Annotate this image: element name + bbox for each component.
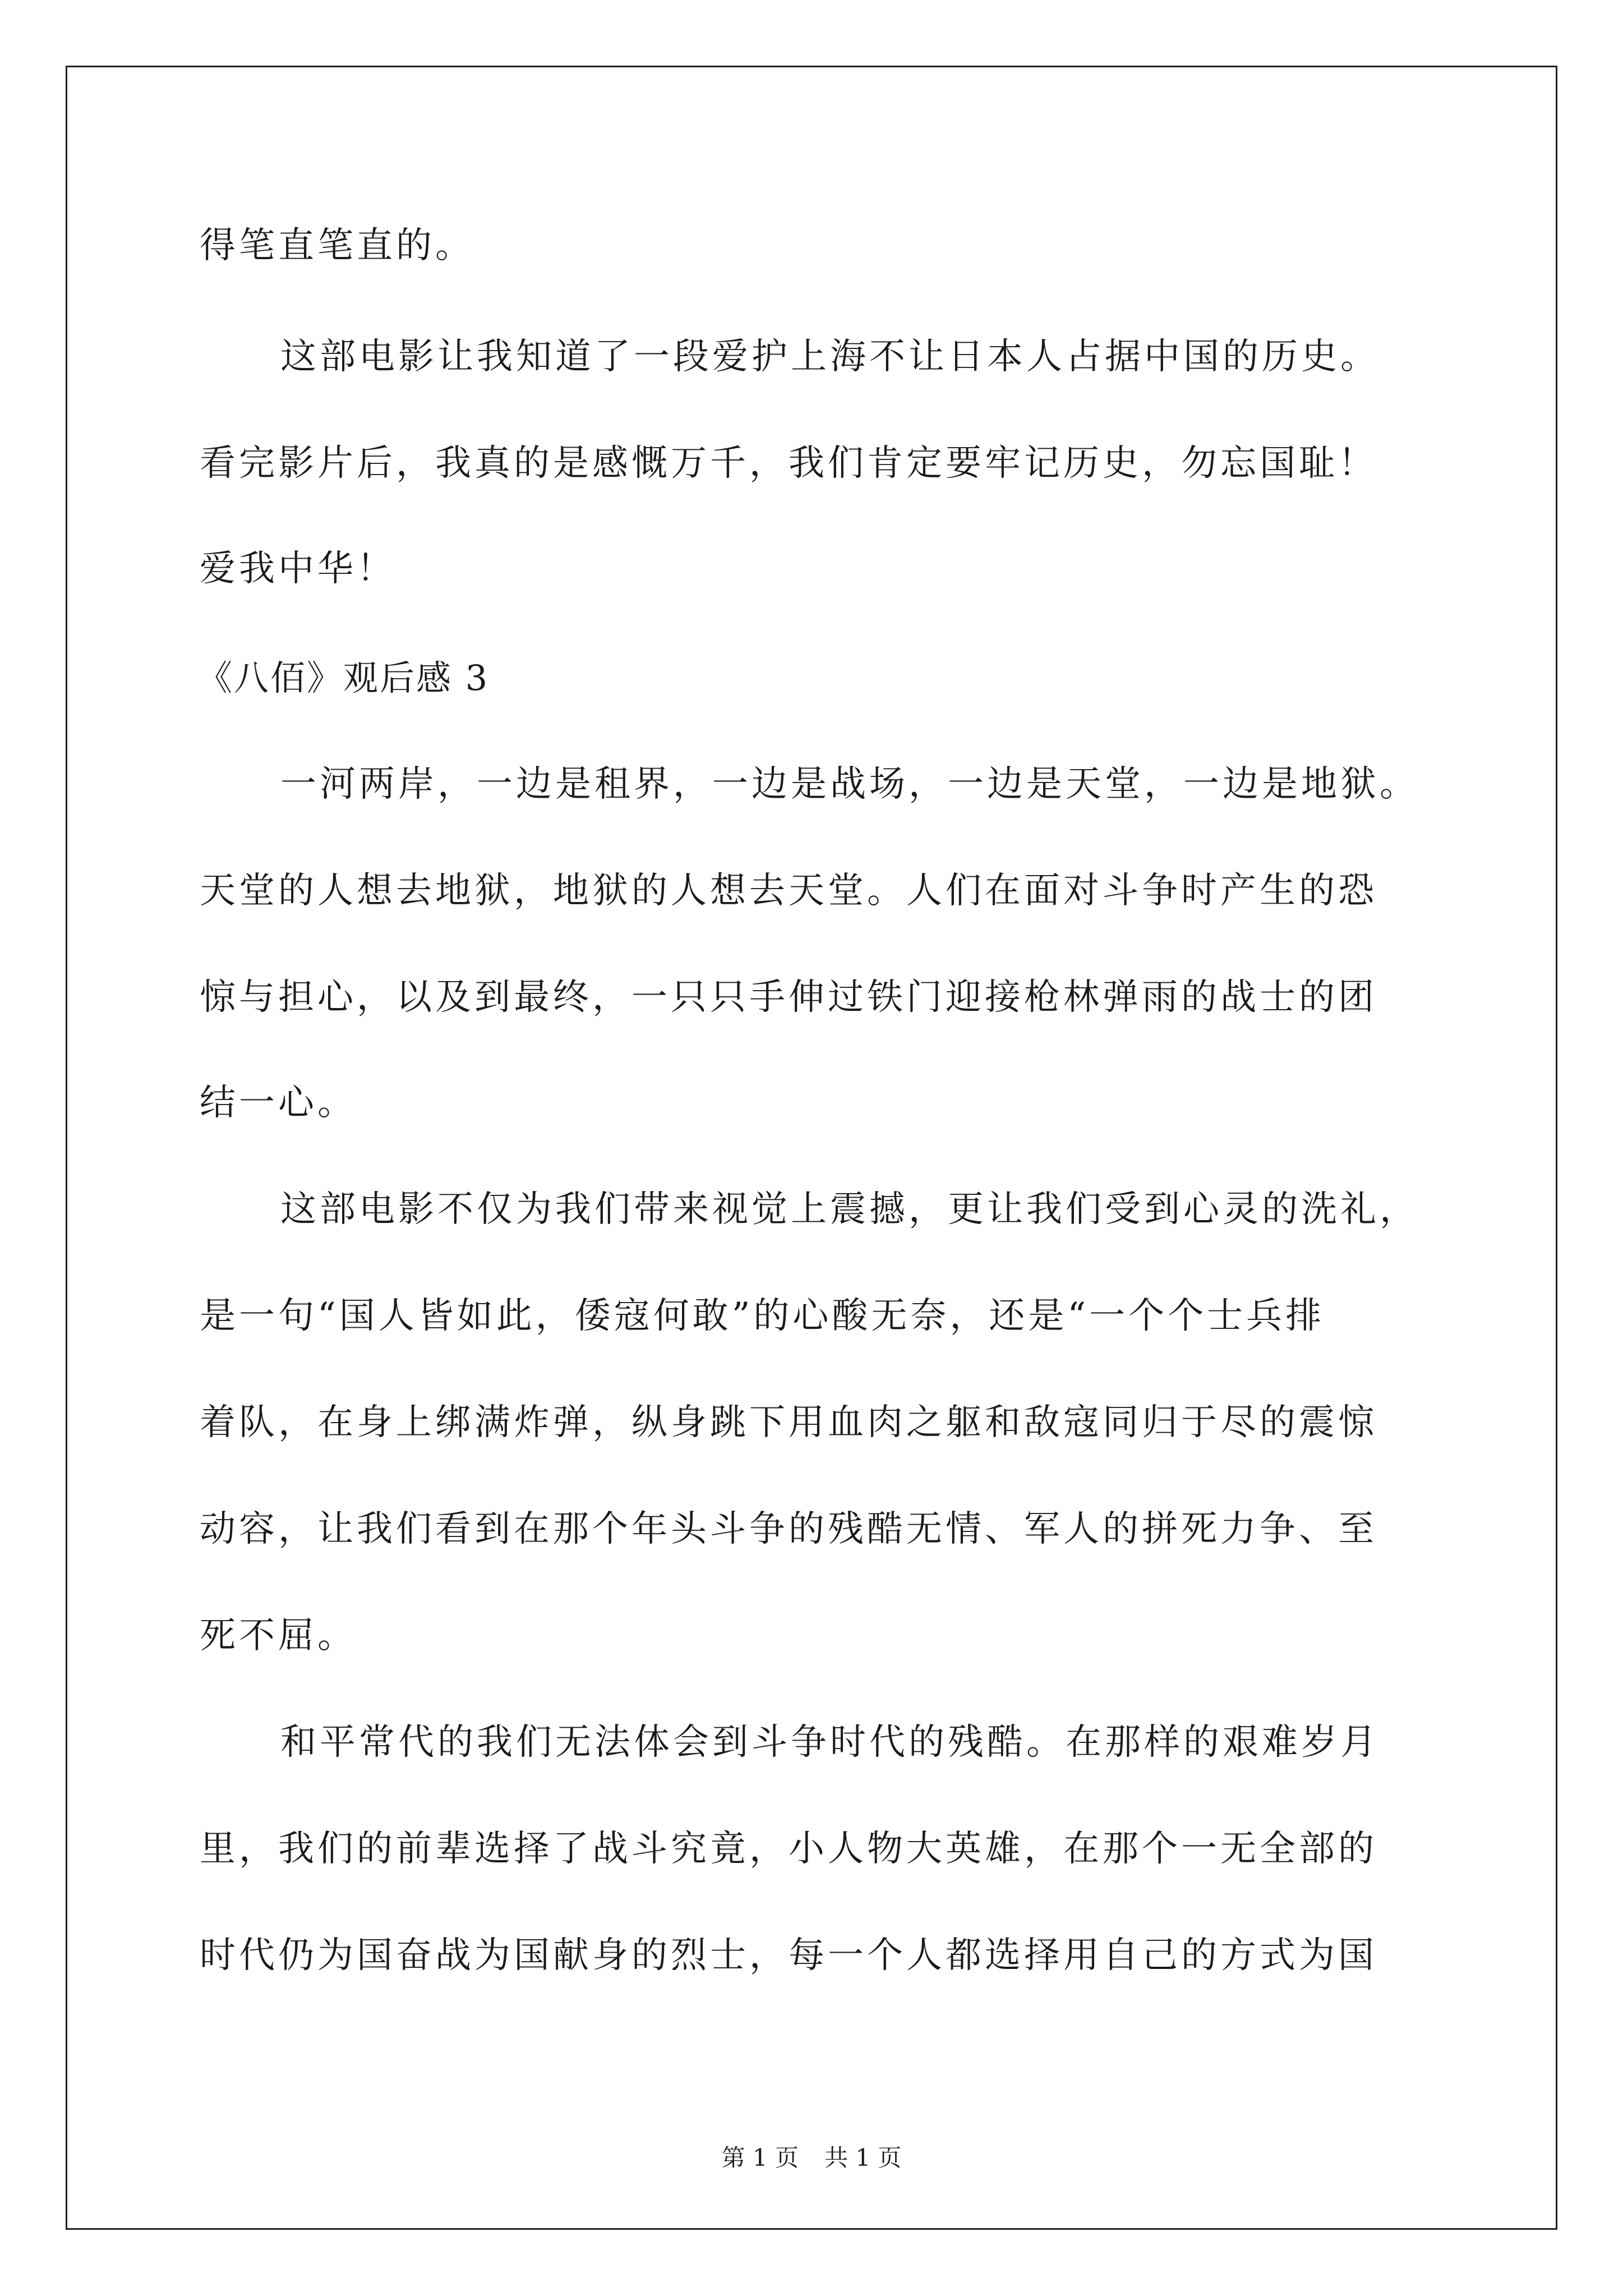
- page-footer: [0, 2146, 1623, 2170]
- page-number: 第 1 页: [721, 2144, 799, 2171]
- paragraph-line: 爱我中华！: [200, 548, 396, 590]
- paragraph-line: 一河两岸，一边是租界，一边是战场，一边是天堂，一边是地狱。: [280, 763, 1419, 805]
- paragraph-line: 得笔直笔直的。: [200, 225, 474, 266]
- paragraph-line: 着队，在身上绑满炸弹，纵身跳下用血肉之躯和敌寇同归于尽的震惊: [200, 1402, 1377, 1443]
- page-total: 共 1 页: [824, 2144, 902, 2171]
- paragraph-line: 死不屈。: [200, 1615, 357, 1657]
- paragraph-line: 和平常代的我们无法体会到斗争时代的残酷。在那样的艰难岁月: [280, 1722, 1380, 1763]
- page-border: [66, 66, 1557, 2230]
- paragraph-line: 惊与担心，以及到最终，一只只手伸过铁门迎接枪林弹雨的战士的团: [200, 977, 1377, 1018]
- paragraph-line: 里，我们的前辈选择了战斗究竟，小人物大英雄，在那个一无全部的: [200, 1828, 1377, 1870]
- paragraph-line: 天堂的人想去地狱，地狱的人想去天堂。人们在面对斗争时产生的恐: [200, 870, 1377, 912]
- section-heading: 《八佰》观后感 3: [197, 657, 490, 698]
- paragraph-line: 是一句“国人皆如此，倭寇何敢”的心酸无奈，还是“一个个士兵排: [200, 1295, 1325, 1337]
- paragraph-line: 时代仍为国奋战为国献身的烈士，每一个人都选择用自己的方式为国: [200, 1935, 1377, 1976]
- paragraph-line: 看完影片后，我真的是感慨万千，我们肯定要牢记历史，勿忘国耻！: [200, 443, 1377, 484]
- paragraph-line: 动容，让我们看到在那个年头斗争的残酷无情、军人的拼死力争、至: [200, 1508, 1377, 1550]
- paragraph-line: 这部电影不仅为我们带来视觉上震撼，更让我们受到心灵的洗礼，: [280, 1189, 1419, 1230]
- paragraph-line: 这部电影让我知道了一段爱护上海不让日本人占据中国的历史。: [280, 336, 1380, 378]
- paragraph-line: 结一心。: [200, 1082, 357, 1124]
